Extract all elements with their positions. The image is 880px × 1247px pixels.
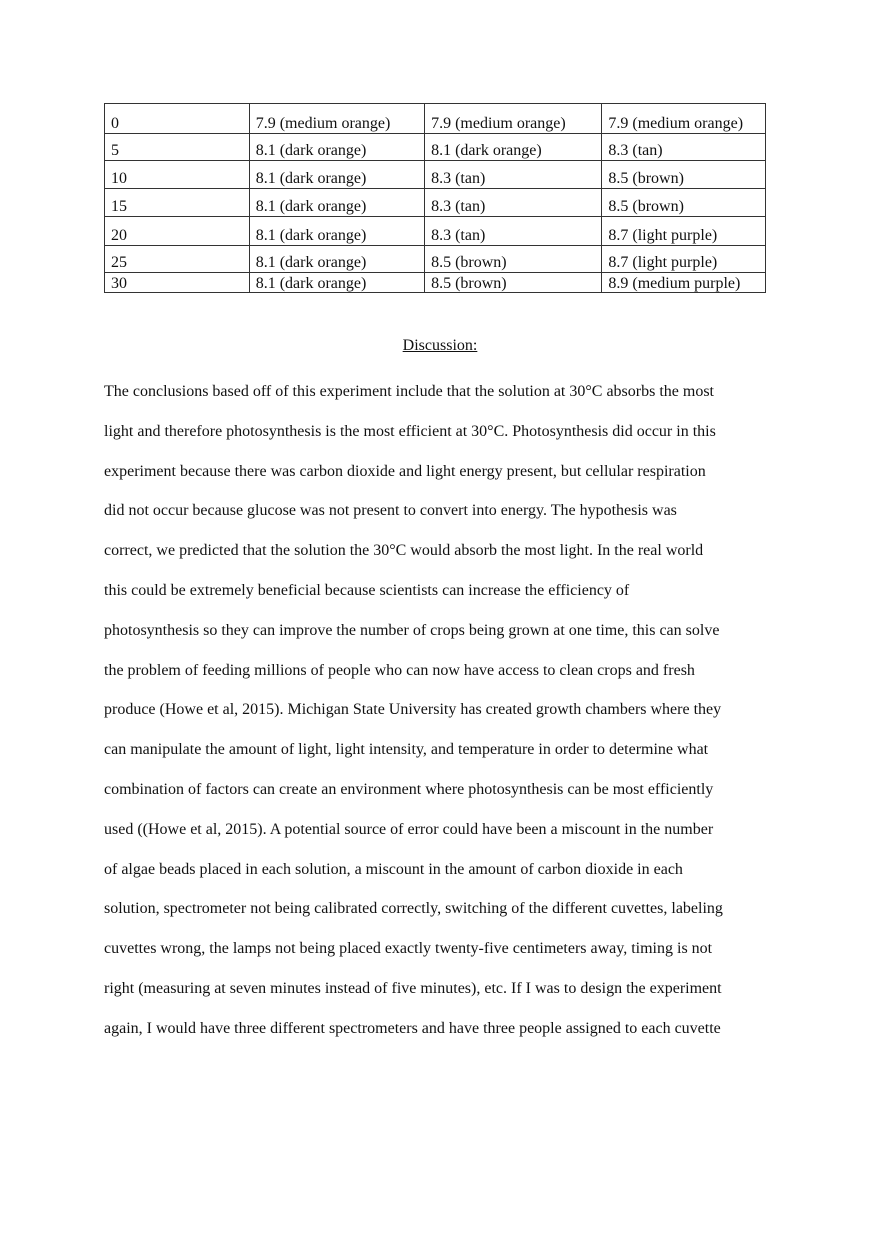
table-cell: 8.7 (light purple) <box>602 246 766 273</box>
table-cell: 8.1 (dark orange) <box>249 273 424 293</box>
table-cell: 8.5 (brown) <box>602 189 766 217</box>
table-cell: 8.3 (tan) <box>425 217 602 246</box>
table-cell: 8.3 (tan) <box>602 134 766 161</box>
paragraph-line: photosynthesis so they can improve the number of crops being grown at one time, this can solve <box>104 621 720 639</box>
paragraph-line: did not occur because glucose was not present to convert into energy. The hypothesis was <box>104 502 677 520</box>
table-cell: 8.1 (dark orange) <box>249 134 424 161</box>
table-cell: 8.1 (dark orange) <box>249 246 424 273</box>
table-cell-time: 0 <box>105 104 250 134</box>
paragraph-line: light and therefore photosynthesis is the most efficient at 30°C. Photosynthesis did occur in this <box>104 422 716 440</box>
table-row <box>105 161 766 189</box>
paragraph-line: this could be extremely beneficial because scientists can increase the efficiency of <box>104 581 630 599</box>
table-cell: 8.1 (dark orange) <box>249 161 424 189</box>
table-cell-time: 25 <box>105 246 250 273</box>
discussion-heading <box>0 336 880 356</box>
table-cell-time: 20 <box>105 217 250 246</box>
paragraph-line: the problem of feeding millions of people who can now have access to clean crops and fresh <box>104 661 695 679</box>
table-row <box>105 273 766 293</box>
paragraph-line: cuvettes wrong, the lamps not being placed exactly twenty-five centimeters away, timing is not <box>104 940 713 958</box>
discussion-heading-text: Discussion: <box>402 337 478 354</box>
table-row <box>105 134 766 161</box>
table-cell: 8.1 (dark orange) <box>425 134 602 161</box>
table-cell: 8.7 (light purple) <box>602 217 766 246</box>
table-row <box>105 189 766 217</box>
table-cell: 7.9 (medium orange) <box>425 104 602 134</box>
table-cell: 8.5 (brown) <box>425 246 602 273</box>
paragraph-line: again, I would have three different spectrometers and have three people assigned to each cuvette <box>104 1019 721 1037</box>
paragraph-line: combination of factors can create an environment where photosynthesis can be most efficiently <box>104 780 714 798</box>
table-row <box>105 217 766 246</box>
table-cell-time: 30 <box>105 273 250 293</box>
paragraph-line: of algae beads placed in each solution, a miscount in the amount of carbon dioxide in each <box>104 860 683 878</box>
table-cell-time: 5 <box>105 134 250 161</box>
table-cell: 8.5 (brown) <box>602 161 766 189</box>
paragraph-line: can manipulate the amount of light, light intensity, and temperature in order to determine what <box>104 741 709 759</box>
paragraph-line: right (measuring at seven minutes instead of five minutes), etc. If I was to design the experiment <box>104 979 722 997</box>
paragraph-line: experiment because there was carbon dioxide and light energy present, but cellular respiration <box>104 462 706 480</box>
discussion-paragraph <box>104 372 772 1049</box>
paragraph-line: correct, we predicted that the solution the 30°C would absorb the most light. In the real world <box>104 542 704 560</box>
table-cell-time: 10 <box>105 161 250 189</box>
paragraph-line: used ((Howe et al, 2015). A potential source of error could have been a miscount in the number <box>104 820 714 838</box>
table-cell: 8.3 (tan) <box>425 161 602 189</box>
table-row <box>105 246 766 273</box>
paragraph-line: solution, spectrometer not being calibrated correctly, switching of the different cuvettes, labeling <box>104 900 723 918</box>
results-table <box>104 103 766 293</box>
table-cell: 8.3 (tan) <box>425 189 602 217</box>
table-cell: 8.1 (dark orange) <box>249 217 424 246</box>
table-cell: 8.9 (medium purple) <box>602 273 766 293</box>
table-cell: 7.9 (medium orange) <box>249 104 424 134</box>
paragraph-line: produce (Howe et al, 2015). Michigan State University has created growth chambers where they <box>104 701 722 719</box>
table-cell-time: 15 <box>105 189 250 217</box>
table-row <box>105 104 766 134</box>
paragraph-line: The conclusions based off of this experiment include that the solution at 30°C absorbs the most <box>104 383 714 400</box>
table-cell: 8.1 (dark orange) <box>249 189 424 217</box>
table-cell: 8.5 (brown) <box>425 273 602 293</box>
table-cell: 7.9 (medium orange) <box>602 104 766 134</box>
